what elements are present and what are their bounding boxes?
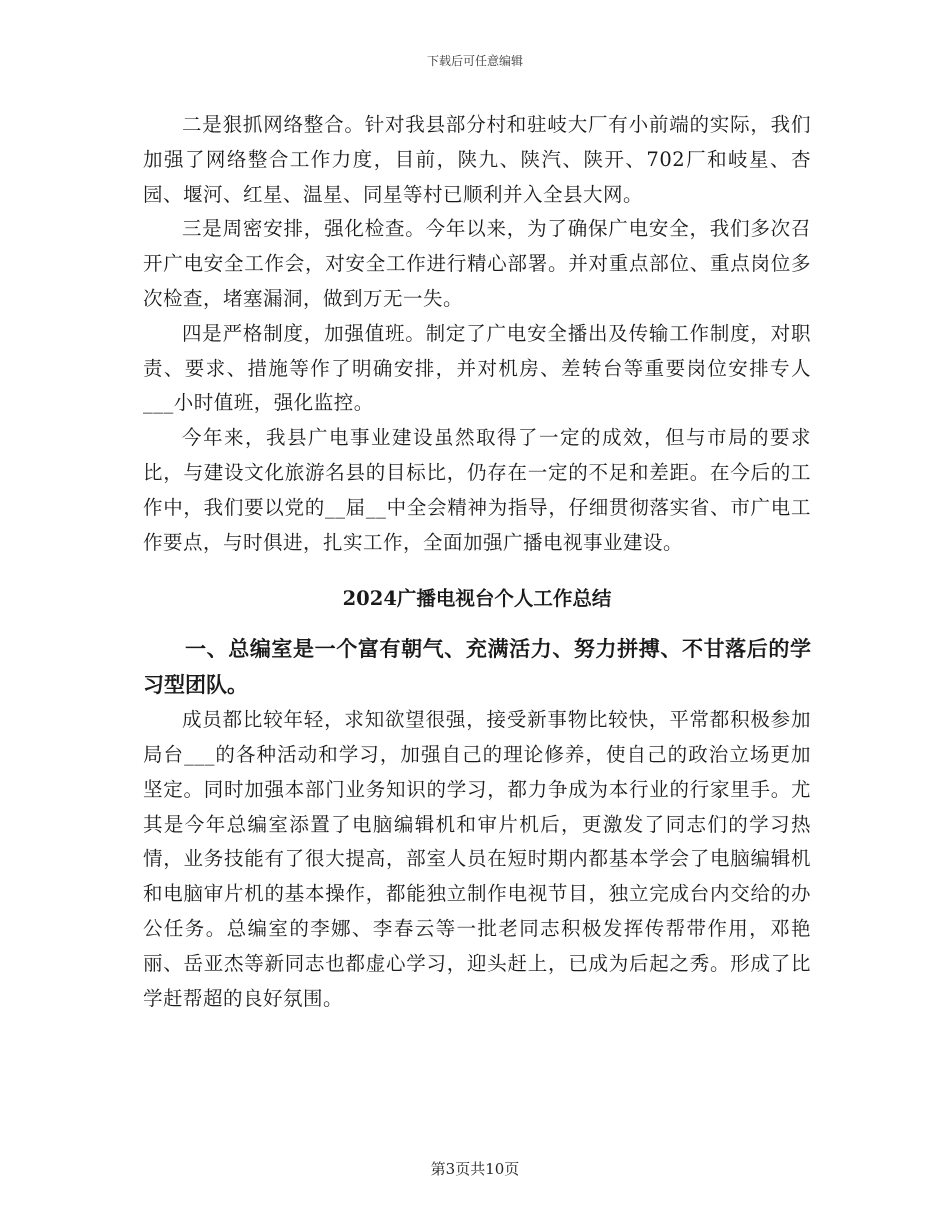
page-number: 第3页共10页 <box>430 1160 520 1178</box>
paragraph-summary: 今年来，我县广电事业建设虽然取得了一定的成效，但与市局的要求比，与建设文化旅游名县的目标比，仍存在一定的不足和差距。在今后的工作中，我们要以党的__届__中全会精神为指导，仔细贯彻落实省、市广电工作要点，与时俱进，扎实工作，全面加强广播电视事业建设。 <box>143 426 811 554</box>
paragraph-duty-system: 四是严格制度，加强值班。制定了广电安全播出及传输工作制度，对职责、要求、措施等作了明确安排，并对机房、差转台等重要岗位安排专人___小时值班，强化监控。 <box>143 321 811 415</box>
paragraph-team-learning: 成员都比较年轻，求知欲望很强，接受新事物比较快，平常都积极参加局台___的各种活动和学习，加强自己的理论修养，使自己的政治立场更加坚定。同时加强本部门业务知识的学习，都力争成为本行业的行家里手。尤其是今年总编室添置了电脑编辑机和审片机后，更激发了同志们的学习热情，业务技能有了很大提高，部室人员在短时期内都基本学会了电脑编辑机和电脑审片机的基本操作，都能独立制作电视节目，独立完成台内交给的办公任务。总编室的李娜、李春云等一批老同志积极发挥传帮带作用，邓艳丽、岳亚杰等新同志也都虚心学习，迎头赶上，已成为后起之秀。形成了比学赶帮超的良好氛围。 <box>143 708 811 1010</box>
section-title: 2024广播电视台个人工作总结 <box>342 587 612 611</box>
document-body <box>143 108 811 1016</box>
paragraph-network-integration: 二是狠抓网络整合。针对我县部分村和驻岐大厂有小前端的实际，我们加强了网络整合工作力度，目前，陕九、陕汽、陕开、702厂和岐星、杏园、堰河、红星、温星、同星等村已顺利并入全县大网。 <box>143 113 811 206</box>
page-header-note: 下载后可任意编辑 <box>426 54 523 68</box>
subheading-team: 一、总编室是一个富有朝气、充满活力、努力拼搏、不甘落后的学习型团队。 <box>143 636 811 698</box>
paragraph-safety-inspection: 三是周密安排，强化检查。今年以来，为了确保广电安全，我们多次召开广电安全工作会，对安全工作进行精心部署。并对重点部位、重点岗位多次检查，堵塞漏洞，做到万无一失。 <box>143 217 811 310</box>
